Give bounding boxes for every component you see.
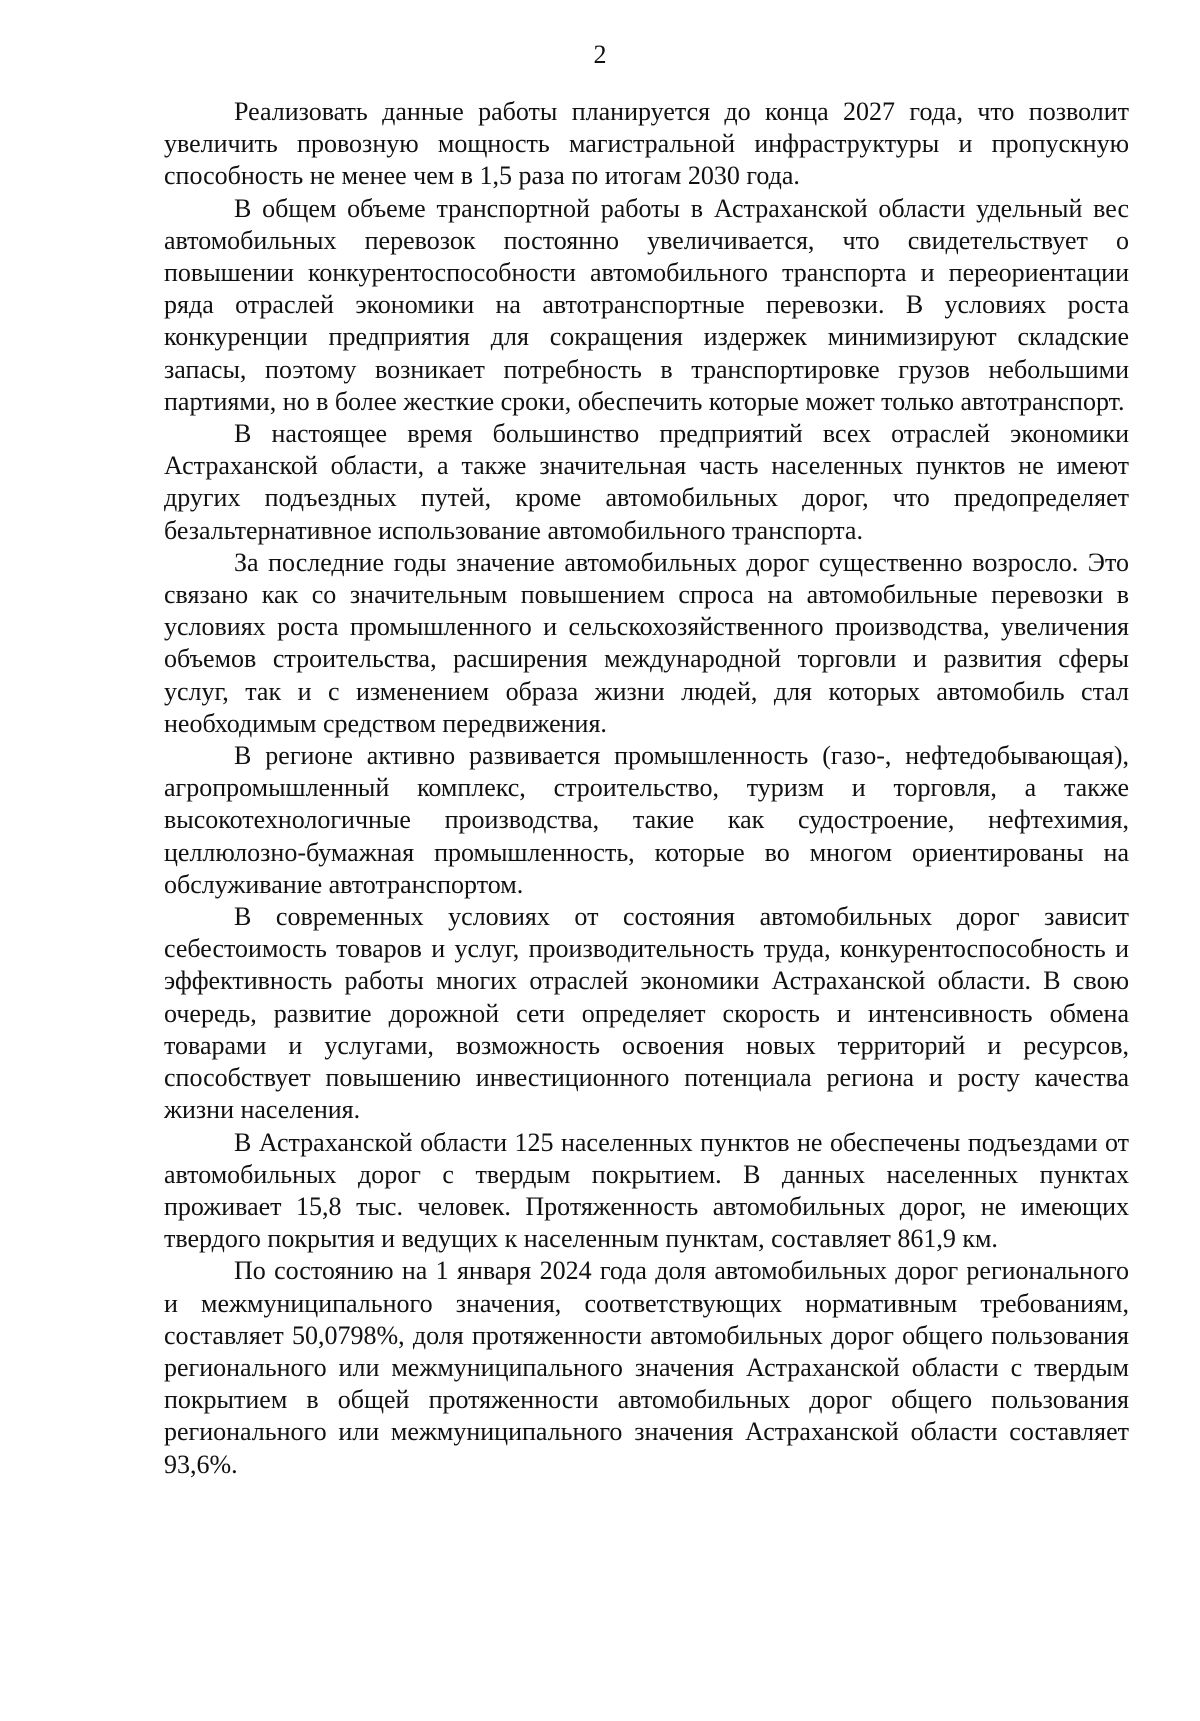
paragraph-access-roads: В настоящее время большинство предприятий всех отраслей экономики Астраханской области, а также значительная часть населенных пунктов не имеют других подъездных путей, кроме автомобильных дорог, что предопределяет безальтернативное использование автомобильного транспорта. (164, 419, 1129, 545)
paragraph-road-importance: За последние годы значение автомобильных дорог существенно возросло. Это связано как со значительным повышением спроса на автомобильные перевозки в условиях роста промышленного и сельскохозяйственного производства, увеличения объемов строительства, расширения международной торговли и развития сферы услуг, так и с изменением образа жизни людей, для которых автомобиль стал необходимым средством передвижения. (164, 547, 1129, 738)
paragraph-road-transport-share: В общем объеме транспортной работы в Астраханской области удельный вес автомобильных перевозок постоянно увеличивается, что свидетельствует о повышении конкурентоспособности автомобильного транспорта и переориентации ряда отраслей экономики на автотранспортные перевозки. В условиях роста конкуренции предприятия для сокращения издержек минимизируют складские запасы, поэтому возникает потребность в транспортировке грузов небольшими партиями, но в более жесткие сроки, обеспечить которые может только автотранспорт. (164, 193, 1129, 416)
paragraph-regional-industry: В регионе активно развивается промышленность (газо-, нефтедобывающая), агропромышленный комплекс, строительство, туризм и торговля, а также высокотехнологичные производства, такие как судостроение, нефтехимия, целлюлозно-бумажная промышленность, которые во многом ориентированы на обслуживание автотранспортом. (164, 741, 1129, 899)
paragraph-implementation-timeline: Реализовать данные работы планируется до конца 2027 года, что позволит увеличить провозную мощность магистральной инфраструктуры и пропускную способность не менее чем в 1,5 раза по итогам 2030 года. (164, 97, 1129, 191)
page-number: 2 (593, 40, 607, 69)
document-body (164, 96, 1129, 1481)
paragraph-unserved-settlements: В Астраханской области 125 населенных пунктов не обеспечены подъездами от автомобильных дорог с твердым покрытием. В данных населенных пунктах проживает 15,8 тыс. человек. Протяженность автомобильных дорог, не имеющих твердого покрытия и ведущих к населенным пунктам, составляет 861,9 км. (164, 1127, 1129, 1254)
paragraph-road-standards-status: По состоянию на 1 января 2024 года доля автомобильных дорог регионального и межмуниципального значения, соответствующих нормативным требованиям, составляет 50,0798%, доля протяженности автомобильных дорог общего пользования регионального или межмуниципального значения Астраханской области с твердым покрытием в общей протяженности автомобильных дорог общего пользования регионального или межмуниципального значения Астраханской области составляет 93,6%. (164, 1256, 1129, 1479)
paragraph-economic-impact: В современных условиях от состояния автомобильных дорог зависит себестоимость товаров и услуг, производительность труда, конкурентоспособность и эффективность работы многих отраслей экономики Астраханской области. В свою очередь, развитие дорожной сети определяет скорость и интенсивность обмена товарами и услугами, возможность освоения новых территорий и ресурсов, способствует повышению инвестиционного потенциала региона и росту качества жизни населения. (164, 902, 1129, 1125)
